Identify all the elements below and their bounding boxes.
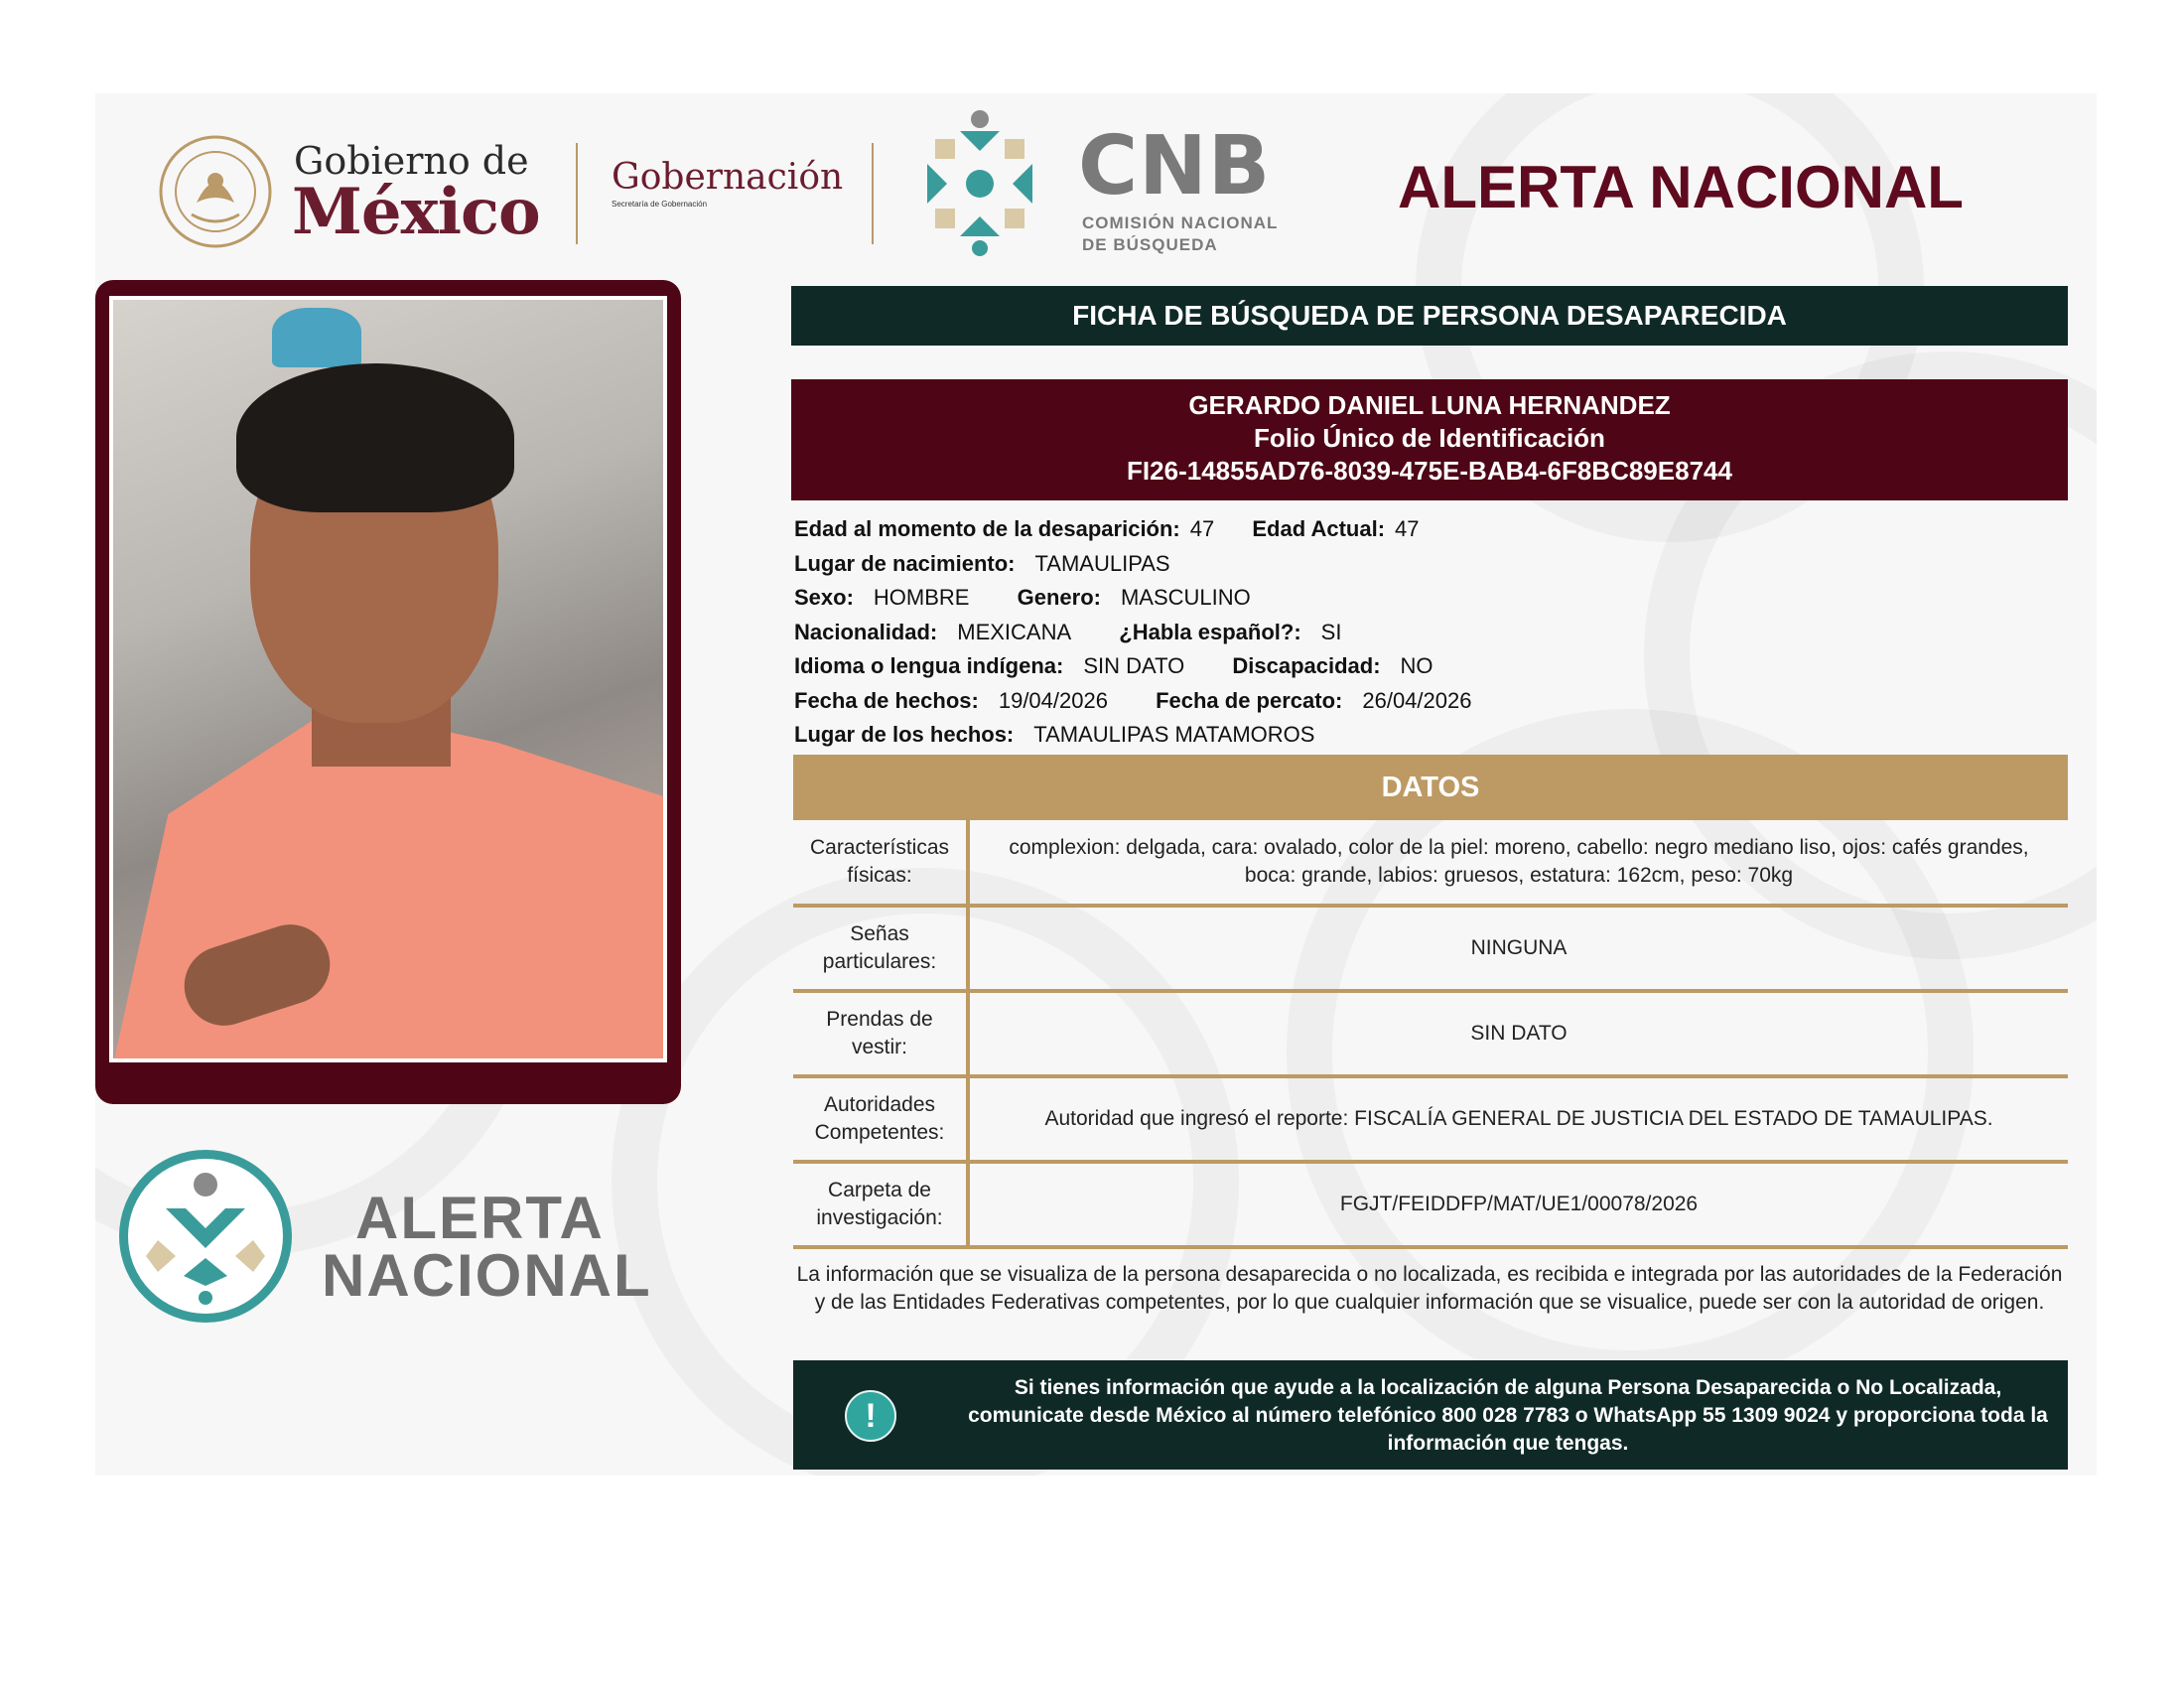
info-row <box>794 649 2065 684</box>
cnb-subtitle-line2: DE BÚSQUEDA <box>1082 235 1218 254</box>
info-value: TAMAULIPAS <box>1034 550 1170 576</box>
info-value: 47 <box>1395 516 1420 541</box>
person-name: GERARDO DANIEL LUNA HERNANDEZ <box>1188 390 1671 420</box>
info-label: Lugar de nacimiento: <box>794 550 1016 576</box>
info-label: Edad Actual: <box>1252 516 1386 541</box>
contact-text: Si tienes información que ayude a la localización de alguna Persona Desaparecida o No Localizada, comunicate desde México al número telefónico 800 028 7783 o WhatsApp 55 1309 9024 y proporciona toda la información que tengas. <box>968 1376 2048 1455</box>
info-label: Fecha de percato: <box>1156 687 1343 713</box>
datos-row <box>793 991 2068 1076</box>
alerta-nacional-logo <box>119 1144 675 1333</box>
info-label: Discapacidad: <box>1232 653 1381 678</box>
info-row <box>794 547 2065 582</box>
identity-box <box>791 379 2068 500</box>
cnb-title: CNB <box>1078 119 1272 213</box>
cnb-emblem-icon <box>905 109 1054 258</box>
gobernacion-logo <box>612 157 843 209</box>
info-row <box>794 581 2065 616</box>
info-value: NO <box>1400 653 1433 678</box>
info-value: TAMAULIPAS MATAMOROS <box>1033 722 1315 747</box>
contact-banner <box>793 1360 2068 1470</box>
datos-row <box>793 906 2068 991</box>
gobierno-mexico-logo <box>157 129 574 248</box>
info-label: Fecha de hechos: <box>794 687 979 713</box>
info-value: SI <box>1320 619 1342 644</box>
datos-row <box>793 1162 2068 1247</box>
cnb-subtitle-line1: COMISIÓN NACIONAL <box>1082 213 1279 232</box>
info-value: 47 <box>1189 516 1215 541</box>
info-label: Edad al momento de la desaparición: <box>794 516 1180 541</box>
datos-heading: DATOS <box>793 755 2068 820</box>
divider <box>872 143 874 244</box>
info-label: Genero: <box>1017 585 1101 610</box>
folio-id: FI26-14855AD76-8039-475E-BAB4-6F8BC89E8744 <box>1127 456 1732 486</box>
info-label: Lugar de los hechos: <box>794 722 1015 747</box>
datos-table <box>793 820 2068 1249</box>
datos-value: NINGUNA <box>968 906 2068 991</box>
cnb-subtitle <box>1082 212 1278 256</box>
photo-background-object <box>272 308 361 367</box>
photo-border <box>109 296 667 1062</box>
datos-label: Autoridades Competentes: <box>793 1076 968 1162</box>
alerta-nacional-emblem-icon <box>119 1150 292 1323</box>
info-value: HOMBRE <box>873 585 970 610</box>
alerta-nacional-title: ALERTA NACIONAL <box>1398 154 1964 220</box>
datos-label: Prendas de vestir: <box>793 991 968 1076</box>
missing-person-photo <box>113 300 663 1058</box>
mexico-text: México <box>292 175 540 249</box>
datos-value: FGJT/FEIDDFP/MAT/UE1/00078/2026 <box>968 1162 2068 1247</box>
info-row <box>794 512 2065 547</box>
photo-frame <box>95 280 681 1104</box>
info-row <box>794 616 2065 650</box>
alerta-text: ALERTA <box>355 1185 605 1251</box>
datos-value: SIN DATO <box>968 991 2068 1076</box>
ficha-heading: FICHA DE BÚSQUEDA DE PERSONA DESAPARECIDA <box>791 286 2068 346</box>
divider <box>576 143 578 244</box>
datos-value: complexion: delgada, cara: ovalado, color de la piel: moreno, cabello: negro mediano liso, ojos: cafés grandes, boca: grande, labios: gruesos, estatura: 162cm, peso: 70kg <box>968 820 2068 906</box>
info-value: 26/04/2026 <box>1362 687 1472 713</box>
info-value: 19/04/2026 <box>998 687 1108 713</box>
exclamation-icon: ! <box>845 1390 896 1442</box>
info-label: Nacionalidad: <box>794 619 938 644</box>
info-label: Sexo: <box>794 585 854 610</box>
info-row <box>794 718 2065 753</box>
nacional-text: NACIONAL <box>322 1242 652 1309</box>
datos-label: Carpeta de investigación: <box>793 1162 968 1247</box>
folio-label: Folio Único de Identificación <box>1254 423 1605 453</box>
datos-label: Características físicas: <box>793 820 968 906</box>
gobernacion-subtext: Secretaría de Gobernación <box>612 200 708 209</box>
disclaimer-text: La información que se visualiza de la persona desaparecida o no localizada, es recibida e integrada por las autoridades de la Federación y de las Entidades Federativas competentes, por lo que cualquier información que se visualice, puede ser con la autoridad de origen. <box>796 1263 2063 1314</box>
person-info <box>794 512 2065 753</box>
emblem-shapes-icon <box>128 1159 283 1314</box>
datos-row <box>793 1076 2068 1162</box>
info-label: Idioma o lengua indígena: <box>794 653 1064 678</box>
gobernacion-text: Gobernación <box>612 157 844 198</box>
datos-value: Autoridad que ingresó el reporte: FISCALÍA GENERAL DE JUSTICIA DEL ESTADO DE TAMAULIPAS. <box>968 1076 2068 1162</box>
datos-row <box>793 820 2068 906</box>
gobierno-de-text: Gobierno de <box>294 139 529 183</box>
info-label: ¿Habla español?: <box>1119 619 1301 644</box>
info-value: MASCULINO <box>1120 585 1251 610</box>
datos-label: Señas particulares: <box>793 906 968 991</box>
info-row <box>794 684 2065 719</box>
info-value: MEXICANA <box>957 619 1072 644</box>
info-value: SIN DATO <box>1083 653 1185 678</box>
coat-of-arms-seal-icon <box>157 133 274 250</box>
photo-hair <box>236 363 514 512</box>
